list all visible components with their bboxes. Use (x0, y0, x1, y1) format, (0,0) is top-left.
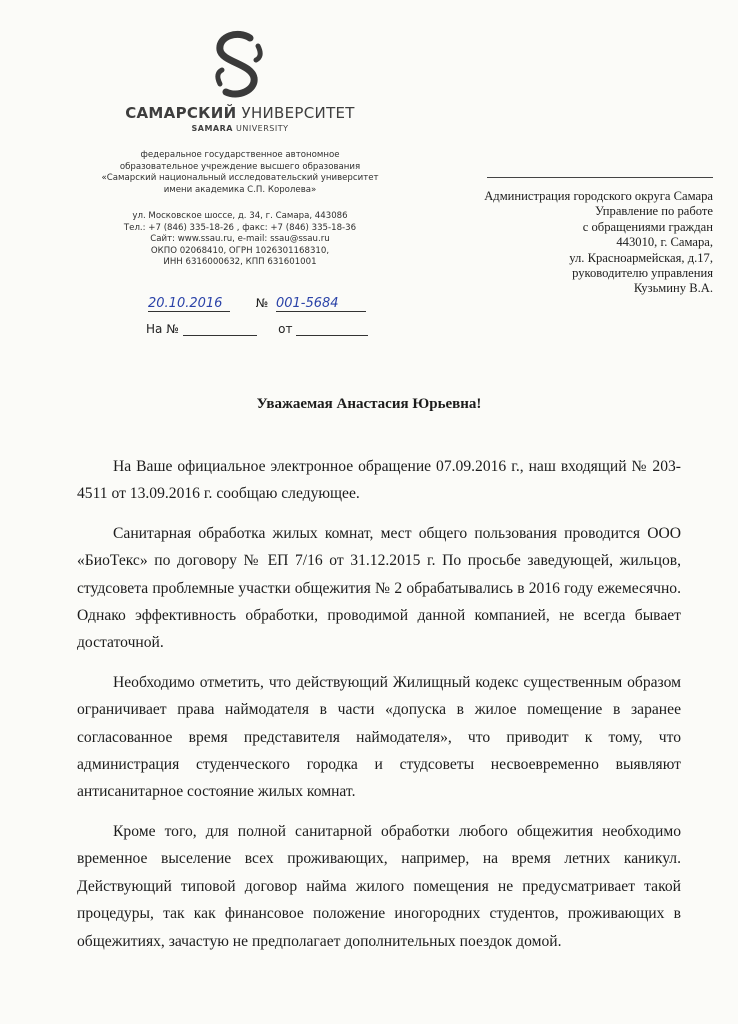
ref-label: На № (146, 322, 179, 336)
addressee-divider (487, 177, 713, 178)
outgoing-date: 20.10.2016 (148, 296, 230, 312)
paragraph: Необходимо отметить, что действующий Жилищный кодекс существенным образом ограничивает права наймодателя в части «допуска в жилое помещение в заранее согласованное время представителя наймодателя», что приводит к тому, что администрация студенческого городка и студсоветы несвоевременно выявляют антисанитарное состояние жилых комнат. (77, 673, 681, 801)
university-logo-icon (210, 30, 268, 100)
paragraph: На Ваше официальное электронное обращение 07.09.2016 г., наш входящий № 203-4511 от 13.09.2016 г. сообщаю следующее. (77, 458, 681, 503)
addressee-block: Администрация городского округа Самара Управление по работе с обращениями граждан 443010, г. Самара, ул. Красноармейская, д.17, руководителю управления Кузьмину В.А. (484, 189, 713, 296)
outgoing-number: 001-5684 (276, 296, 366, 312)
salutation: Уважаемая Анастасия Юрьевна! (256, 396, 482, 412)
organization-block: федеральное государственное автономное образовательное учреждение высшего образования «Самарский национальный исследовательский университет имени академика С.П. Королева» (101, 150, 379, 195)
ref-date-blank (296, 324, 368, 336)
ref-number-blank (183, 324, 257, 336)
from-label: от (278, 322, 293, 336)
outgoing-registration (148, 296, 366, 312)
university-name-en: SAMARA UNIVERSITY (191, 124, 289, 133)
university-name: САМАРСКИЙ УНИВЕРСИТЕТ (125, 104, 355, 122)
incoming-reference (146, 322, 368, 336)
contacts-block: ул. Московское шоссе, д. 34, г. Самара, 443086 Тел.: +7 (846) 335-18-26 , факс: +7 (846) 335-18-36 Сайт: www.ssau.ru, e-mail: ssau@ssau.ru ОКПО 02068410, ОГРН 1026301168310, ИНН 6316000632, КПП 631601001 (123, 211, 357, 267)
number-label: № (255, 296, 269, 310)
paragraph: Кроме того, для полной санитарной обработки любого общежития необходимо временное выселение всех проживающих, например, на время летних каникул. Действующий типовой договор найма жилого помещения не предусматривает такой процедуры, так как финансовое положение иногородних студентов, проживающих в общежитиях, зачастую не предполагает дополнительных поездок домой. (77, 822, 681, 950)
paragraph: Санитарная обработка жилых комнат, мест общего пользования проводится ООО «БиоТекс» по договору № ЕП 7/16 от 31.12.2015 г. По просьбе заведующей, жильцов, студсовета проблемные участки общежития № 2 обрабатывались в 2016 году ежемесячно. Однако эффективность обработки, проводимой данной компанией, не всегда бывает достаточной. (77, 524, 681, 652)
letter-body (77, 453, 681, 967)
